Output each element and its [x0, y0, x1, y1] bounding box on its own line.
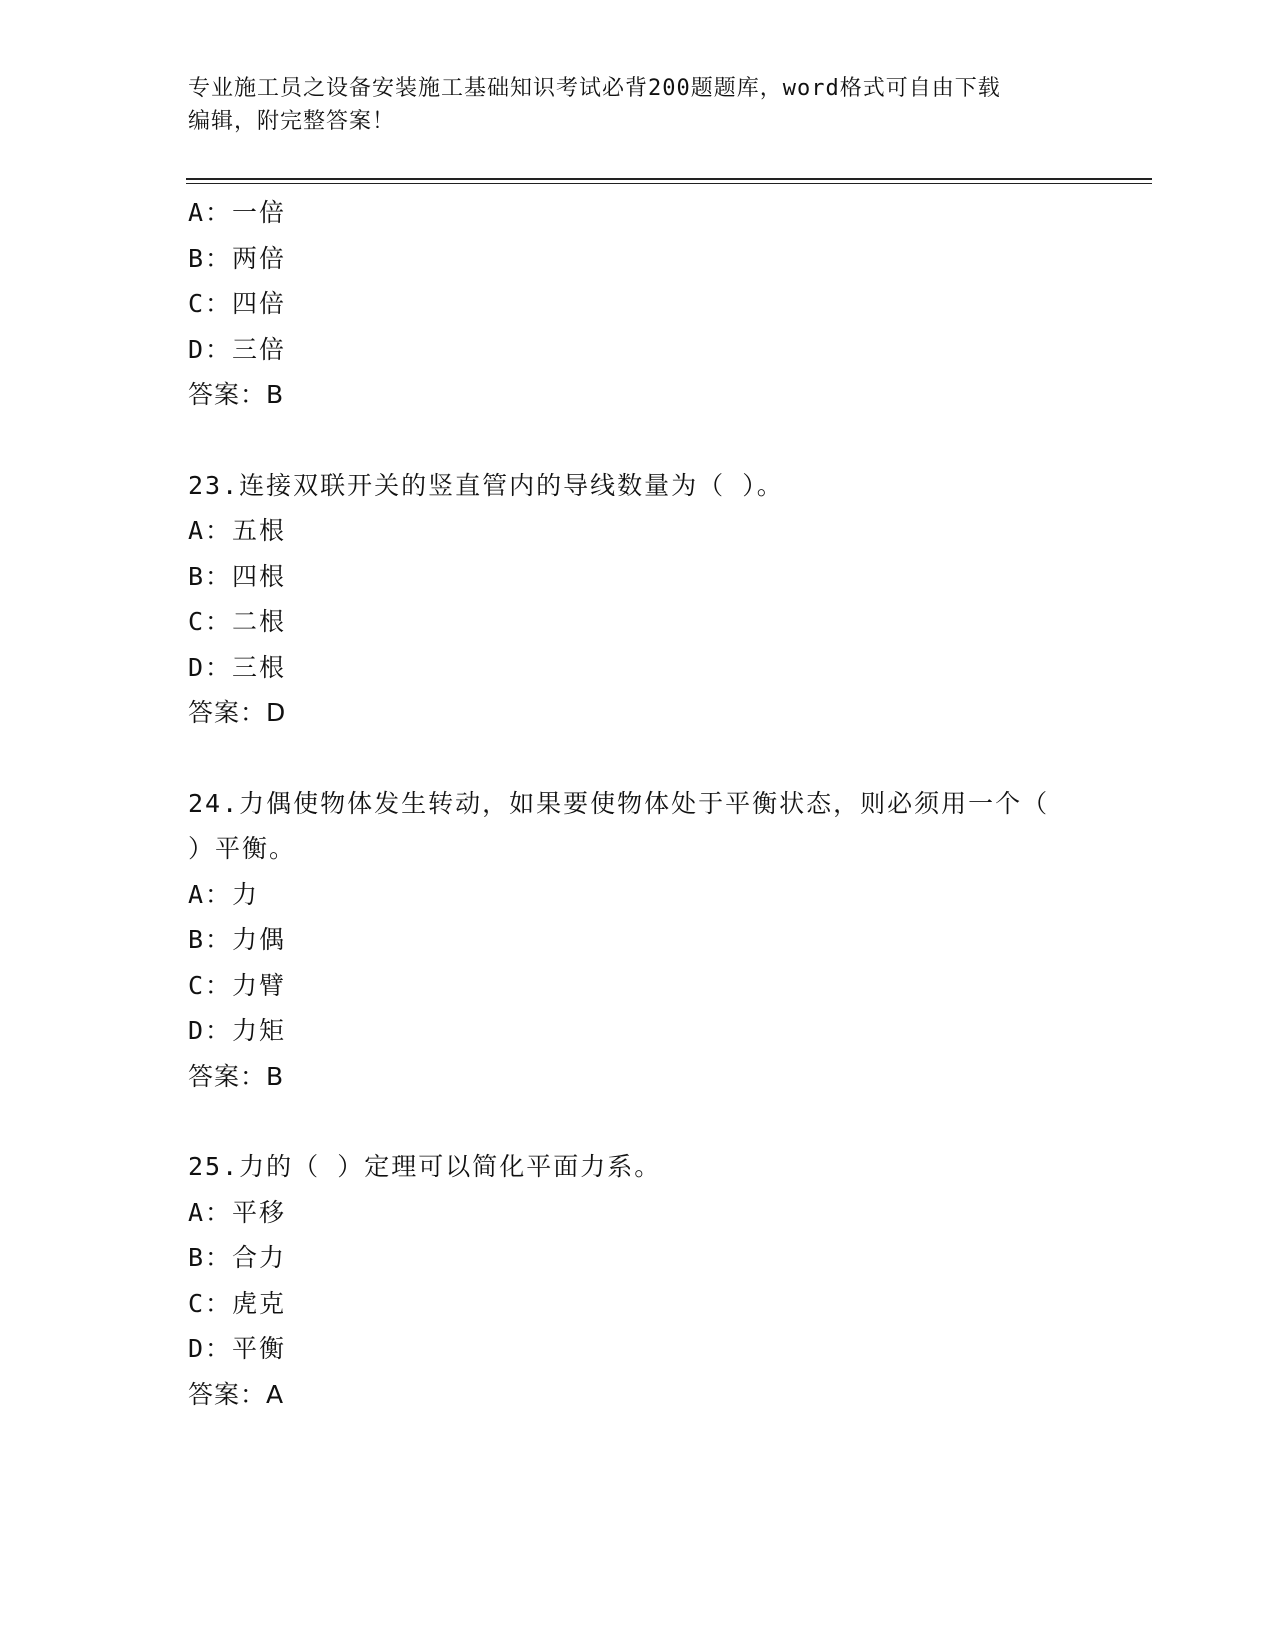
option-a: A：平移 — [188, 1197, 287, 1227]
question-spacer — [188, 736, 1088, 781]
question-spacer — [188, 418, 1088, 463]
option-c: C：虎克 — [188, 1288, 287, 1318]
page-header — [188, 72, 1068, 138]
answer-line: 答案：A — [188, 1379, 285, 1409]
option-a: A：一倍 — [188, 198, 287, 227]
document-title-line-2: 编辑，附完整答案！ — [188, 109, 396, 134]
question-block-24 — [188, 781, 1088, 1100]
question-spacer — [188, 1099, 1088, 1144]
document-title-line-1: 专业施工员之设备安装施工基础知识考试必背200题题库，word格式可自由下载 — [188, 76, 1001, 101]
option-a: A：五根 — [188, 516, 287, 545]
option-d: D：三根 — [188, 652, 287, 682]
option-d: D：三倍 — [188, 334, 287, 364]
option-b: B：四根 — [188, 561, 287, 591]
option-d: D：平衡 — [188, 1334, 287, 1363]
question-stem: 25.力的（ ）定理可以简化平面力系。 — [188, 1152, 662, 1181]
option-c: C：力臂 — [188, 970, 287, 1000]
option-a: A：力 — [188, 879, 260, 909]
option-b: B：合力 — [188, 1243, 287, 1272]
header-divider — [186, 178, 1152, 180]
option-d: D：力矩 — [188, 1016, 287, 1045]
question-block-22 — [188, 190, 1088, 418]
option-c: C：四倍 — [188, 289, 287, 318]
option-b: B：两倍 — [188, 243, 287, 273]
option-c: C：二根 — [188, 607, 287, 636]
question-stem: 23.连接双联开关的竖直管内的导线数量为（ ）。 — [188, 470, 784, 500]
question-list — [188, 190, 1088, 1417]
answer-line: 答案：D — [188, 698, 287, 727]
question-block-23 — [188, 463, 1088, 736]
option-b: B：力偶 — [188, 925, 287, 954]
answer-line: 答案：B — [188, 1061, 285, 1091]
question-stem: 24.力偶使物体发生转动，如果要使物体处于平衡状态，则必须用一个（ ）平衡。 — [188, 788, 1050, 863]
answer-line: 答案：B — [188, 380, 285, 409]
question-block-25 — [188, 1144, 1088, 1417]
